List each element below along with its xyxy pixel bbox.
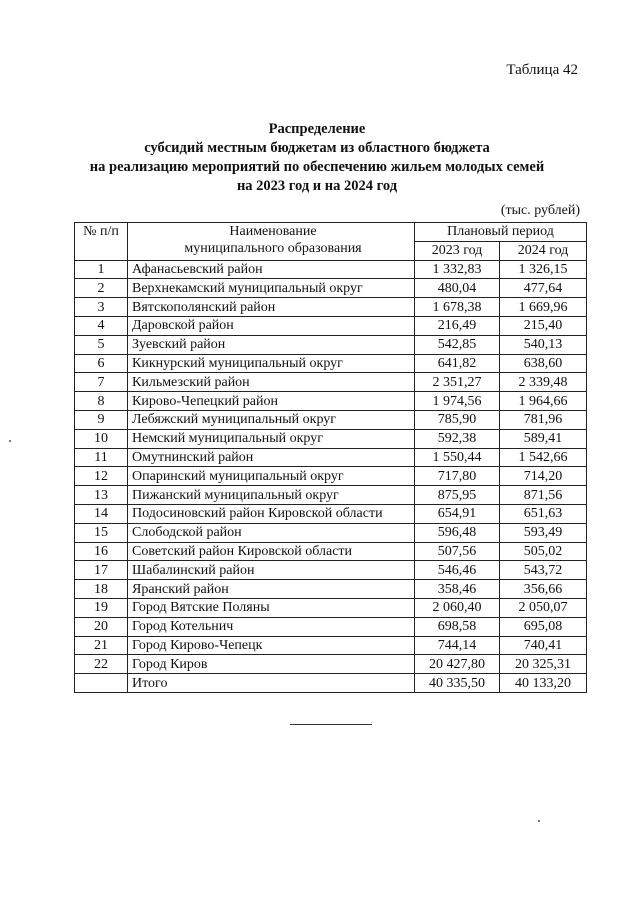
- end-divider: [290, 724, 372, 725]
- heading-line-1: Распределение: [268, 121, 366, 137]
- scan-speck: [9, 440, 11, 442]
- row-value-2024: 505,02: [500, 542, 587, 561]
- row-value-2024: 1 326,15: [500, 260, 587, 279]
- row-value-2023: 785,90: [415, 410, 500, 429]
- table-row: [75, 335, 587, 354]
- row-value-2024: 543,72: [500, 561, 587, 580]
- row-num: 20: [75, 617, 128, 636]
- table-row: [75, 617, 587, 636]
- heading-line-4: на 2023 год и на 2024 год: [236, 178, 398, 194]
- row-value-2024: 695,08: [500, 617, 587, 636]
- table-row: [75, 448, 587, 467]
- row-name: Советский район Кировской области: [128, 542, 415, 561]
- row-value-2023: 1 678,38: [415, 298, 500, 317]
- row-name: Кильмезский район: [128, 373, 415, 392]
- heading-line-2: субсидий местным бюджетам из областного бюджета: [144, 140, 490, 156]
- heading-line-3: на реализацию мероприятий по обеспечению жильем молодых семей: [89, 159, 545, 175]
- table-row: [75, 354, 587, 373]
- row-value-2024: 2 339,48: [500, 373, 587, 392]
- row-value-2024: 781,96: [500, 410, 587, 429]
- row-value-2024: 871,56: [500, 486, 587, 505]
- row-value-2023: 542,85: [415, 335, 500, 354]
- table-row: [75, 580, 587, 599]
- row-value-2023: 2 351,27: [415, 373, 500, 392]
- header-num: № п/п: [75, 223, 128, 261]
- table-row: [75, 542, 587, 561]
- row-num: 8: [75, 392, 128, 411]
- row-value-2023: 358,46: [415, 580, 500, 599]
- row-num: 15: [75, 523, 128, 542]
- row-value-2024: 1 964,66: [500, 392, 587, 411]
- header-name: [128, 223, 415, 261]
- row-name: Кикнурский муниципальный округ: [128, 354, 415, 373]
- row-num: 3: [75, 298, 128, 317]
- row-num: 7: [75, 373, 128, 392]
- document-heading: [0, 120, 634, 196]
- table-row: [75, 561, 587, 580]
- total-value-2024: 40 133,20: [500, 674, 587, 693]
- row-value-2023: 480,04: [415, 279, 500, 298]
- table-row: [75, 636, 587, 655]
- row-num: 9: [75, 410, 128, 429]
- row-value-2023: 216,49: [415, 316, 500, 335]
- table-row: [75, 655, 587, 674]
- row-value-2023: 654,91: [415, 504, 500, 523]
- row-name: Слободской район: [128, 523, 415, 542]
- row-num: 13: [75, 486, 128, 505]
- table-row: [75, 429, 587, 448]
- row-value-2024: 593,49: [500, 523, 587, 542]
- row-num: 1: [75, 260, 128, 279]
- row-value-2024: 1 669,96: [500, 298, 587, 317]
- row-name: Даровской район: [128, 316, 415, 335]
- row-name: Омутнинский район: [128, 448, 415, 467]
- table-row: [75, 598, 587, 617]
- total-value-2023: 40 335,50: [415, 674, 500, 693]
- row-value-2023: 717,80: [415, 467, 500, 486]
- row-name: Город Котельнич: [128, 617, 415, 636]
- row-name: Пижанский муниципальный округ: [128, 486, 415, 505]
- row-name: Немский муниципальный округ: [128, 429, 415, 448]
- row-name: Лебяжский муниципальный округ: [128, 410, 415, 429]
- row-name: Верхнекамский муниципальный округ: [128, 279, 415, 298]
- row-value-2024: 740,41: [500, 636, 587, 655]
- header-period: Плановый период: [415, 223, 587, 242]
- row-value-2024: 540,13: [500, 335, 587, 354]
- row-num: 6: [75, 354, 128, 373]
- table-row: [75, 279, 587, 298]
- row-value-2024: 356,66: [500, 580, 587, 599]
- table-row: [75, 316, 587, 335]
- row-value-2024: 589,41: [500, 429, 587, 448]
- row-value-2024: 2 050,07: [500, 598, 587, 617]
- row-name: Кирово-Чепецкий район: [128, 392, 415, 411]
- row-name: Яранский район: [128, 580, 415, 599]
- row-num: 11: [75, 448, 128, 467]
- row-value-2023: 1 550,44: [415, 448, 500, 467]
- table-row: [75, 467, 587, 486]
- row-name: Опаринский муниципальный округ: [128, 467, 415, 486]
- total-label: Итого: [128, 674, 415, 693]
- row-name: Подосиновский район Кировской области: [128, 504, 415, 523]
- row-num: 12: [75, 467, 128, 486]
- row-value-2023: 596,48: [415, 523, 500, 542]
- row-value-2024: 651,63: [500, 504, 587, 523]
- row-num: 2: [75, 279, 128, 298]
- row-value-2024: 215,40: [500, 316, 587, 335]
- row-num: 18: [75, 580, 128, 599]
- table-row: [75, 373, 587, 392]
- header-year-2024: 2024 год: [500, 241, 587, 260]
- row-num: 4: [75, 316, 128, 335]
- units-label: (тыс. рублей): [500, 203, 580, 218]
- total-row: [75, 674, 587, 693]
- row-value-2023: 20 427,80: [415, 655, 500, 674]
- table-row: [75, 298, 587, 317]
- row-value-2023: 744,14: [415, 636, 500, 655]
- row-num: 5: [75, 335, 128, 354]
- row-value-2023: 507,56: [415, 542, 500, 561]
- total-num: [75, 674, 128, 693]
- row-value-2024: 1 542,66: [500, 448, 587, 467]
- table-number-label: Таблица 42: [506, 62, 578, 78]
- row-value-2024: 714,20: [500, 467, 587, 486]
- row-value-2023: 641,82: [415, 354, 500, 373]
- table-row: [75, 486, 587, 505]
- row-value-2024: 20 325,31: [500, 655, 587, 674]
- header-name-line-2: муниципального образования: [184, 241, 362, 256]
- row-name: Город Киров: [128, 655, 415, 674]
- row-name: Город Вятские Поляны: [128, 598, 415, 617]
- header-year-2023: 2023 год: [415, 241, 500, 260]
- row-value-2023: 1 974,56: [415, 392, 500, 411]
- row-value-2023: 1 332,83: [415, 260, 500, 279]
- row-value-2023: 875,95: [415, 486, 500, 505]
- row-num: 16: [75, 542, 128, 561]
- row-name: Вятскополянский район: [128, 298, 415, 317]
- row-value-2023: 592,38: [415, 429, 500, 448]
- header-name-line-1: Наименование: [229, 224, 317, 239]
- subsidy-table: [74, 222, 587, 693]
- row-value-2024: 477,64: [500, 279, 587, 298]
- row-num: 19: [75, 598, 128, 617]
- table-body: [75, 260, 587, 692]
- row-num: 21: [75, 636, 128, 655]
- scan-speck: [538, 820, 540, 822]
- table-row: [75, 410, 587, 429]
- row-value-2023: 698,58: [415, 617, 500, 636]
- row-name: Зуевский район: [128, 335, 415, 354]
- row-value-2023: 2 060,40: [415, 598, 500, 617]
- table-row: [75, 523, 587, 542]
- row-name: Город Кирово-Чепецк: [128, 636, 415, 655]
- table-row: [75, 504, 587, 523]
- row-name: Шабалинский район: [128, 561, 415, 580]
- row-value-2023: 546,46: [415, 561, 500, 580]
- row-value-2024: 638,60: [500, 354, 587, 373]
- row-num: 14: [75, 504, 128, 523]
- row-num: 10: [75, 429, 128, 448]
- row-name: Афанасьевский район: [128, 260, 415, 279]
- table-row: [75, 392, 587, 411]
- row-num: 22: [75, 655, 128, 674]
- row-num: 17: [75, 561, 128, 580]
- table-row: [75, 260, 587, 279]
